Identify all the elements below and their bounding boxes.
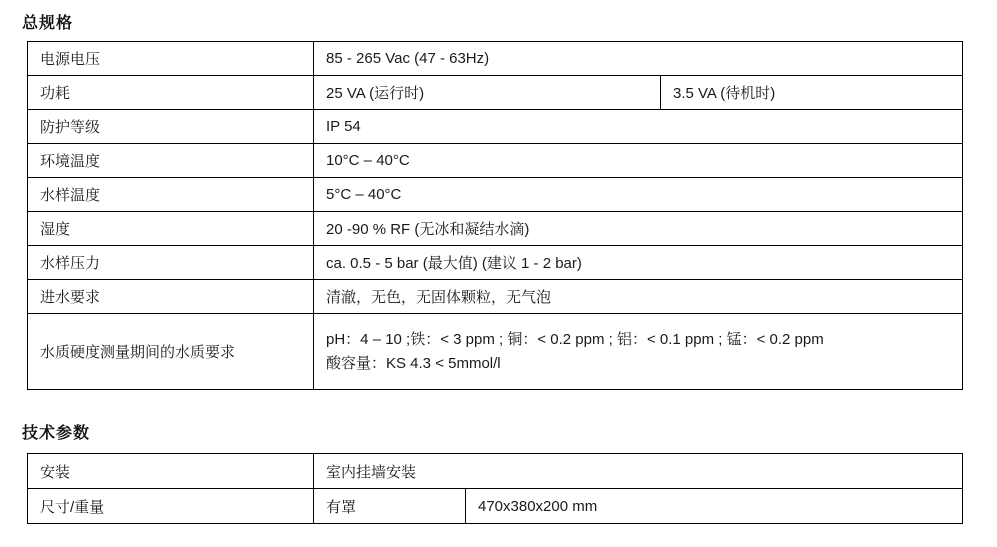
spec-value: 室内挂墙安装 <box>314 454 963 489</box>
spec-value: 10°C – 40°C <box>314 144 963 178</box>
spec-value: 清澈，无色，无固体颗粒，无气泡 <box>314 280 963 314</box>
technical-params-table <box>27 453 963 524</box>
spec-value: ca. 0.5 - 5 bar (最大值) (建议 1 - 2 bar) <box>314 246 963 280</box>
table-row <box>28 110 963 144</box>
spec-value-line-2: 酸容量：KS 4.3 < 5mmol/l <box>326 354 501 372</box>
table-row <box>28 246 963 280</box>
spec-value: 20 -90 % RF (无冰和凝结水滴) <box>314 212 963 246</box>
table-row <box>28 454 963 489</box>
table-row <box>28 76 963 110</box>
table-row <box>28 144 963 178</box>
spec-label: 电源电压 <box>28 42 314 76</box>
spec-value-secondary: 470x380x200 mm <box>466 489 963 524</box>
spec-label: 尺寸/重量 <box>28 489 314 524</box>
spec-value: 有罩 <box>314 489 466 524</box>
spec-value: IP 54 <box>314 110 963 144</box>
table-row <box>28 42 963 76</box>
spec-value: 85 - 265 Vac (47 - 63Hz) <box>314 42 963 76</box>
spec-label: 水质硬度测量期间的水质要求 <box>28 314 314 390</box>
spec-value: 25 VA (运行时) <box>314 76 661 110</box>
spec-label: 防护等级 <box>28 110 314 144</box>
spec-value <box>314 314 963 390</box>
table-row <box>28 280 963 314</box>
spec-value-line-1: pH：4 – 10 ;铁：< 3 ppm ; 铜：< 0.2 ppm ; 铝：< 0.1 ppm ; 锰：< 0.2 ppm <box>326 330 824 348</box>
table-row <box>28 178 963 212</box>
spec-label: 水样温度 <box>28 178 314 212</box>
section-title-general-spec: 总规格 <box>22 15 74 32</box>
spec-label: 功耗 <box>28 76 314 110</box>
spec-label: 环境温度 <box>28 144 314 178</box>
table-row <box>28 212 963 246</box>
spec-value-secondary: 3.5 VA (待机时) <box>661 76 963 110</box>
spec-label: 湿度 <box>28 212 314 246</box>
spec-label: 安装 <box>28 454 314 489</box>
table-row <box>28 489 963 524</box>
spec-label: 进水要求 <box>28 280 314 314</box>
section-title-technical-params: 技术参数 <box>22 425 91 442</box>
spec-label: 水样压力 <box>28 246 314 280</box>
general-spec-table <box>27 41 963 390</box>
spec-value: 5°C – 40°C <box>314 178 963 212</box>
table-row <box>28 314 963 390</box>
